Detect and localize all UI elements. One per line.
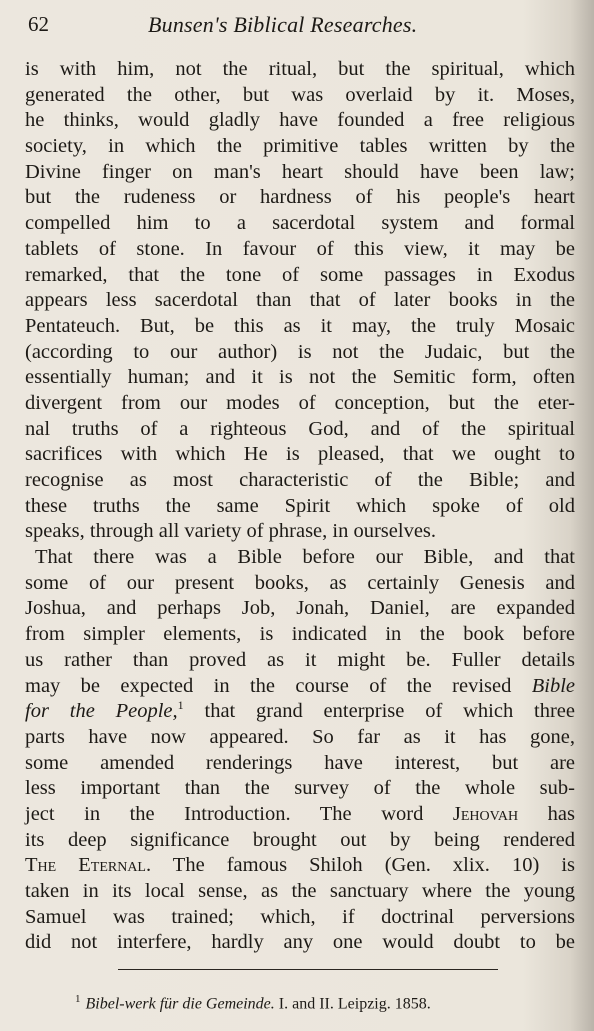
page-number: 62 [28,12,49,36]
text-run: nal truths of a righteous God, and of the spiritual [25,417,575,440]
text-run: these truths the same Spirit which spoke of old [25,494,575,517]
text-run: essentially human; and it is not the Semitic form, often [25,366,575,389]
text-line [25,905,575,931]
text-run: did not interfere, hardly any one would doubt to be [25,931,575,954]
text-line [25,160,575,186]
text-run: tablets of stone. In favour of this view, it may be [25,237,575,260]
text-line [25,622,575,648]
text-line [25,263,575,289]
italic-text: for the People, [25,700,178,723]
text-run: recognise as most characteristic of the Bible; and [25,469,575,491]
text-run: is with him, not the ritual, but the spiritual, which [25,58,575,80]
text-line [25,519,575,545]
text-run: speaks, through all variety of phrase, in ourselves. [25,520,437,543]
text-run: generated the other, but was overlaid by it. Moses, [25,83,575,106]
text-run: Divine finger on man's heart should have been law; [25,160,575,183]
text-run: less important than the survey of the whole sub- [25,777,575,800]
text-line [25,725,575,751]
text-run: its deep significance brought out by being rendered [25,828,575,851]
footnote-reference: 1 [177,698,184,713]
text-line [25,314,575,340]
text-run: The famous Shiloh (Gen. xlix. 10) is [151,854,576,877]
footnote-title: Bibel-werk für die Gemeinde. [85,995,275,1013]
page-header [28,12,558,42]
text-line [25,828,575,854]
text-run: Pentateuch. But, be this as it may, the truly Mosaic [25,314,575,337]
text-line [25,340,575,366]
text-run: from simpler elements, is indicated in the book before [25,623,575,646]
text-line [25,237,575,263]
footnote [75,993,431,1013]
text-line [25,648,575,674]
text-line [25,417,575,443]
text-run: sacrifices with which He is pleased, that we ought to [25,443,575,466]
footnote-rule [118,969,498,970]
text-run: Joshua, and perhaps Job, Jonah, Daniel, are expanded [25,597,575,620]
text-line [25,853,575,879]
footnote-marker: 1 [75,993,81,1005]
text-line [25,596,575,622]
text-run: ject in the Introduction. The word [25,802,453,825]
text-run: That there was a Bible before our Bible, and that [35,546,575,569]
text-line [25,468,575,494]
text-run: that grand enterprise of which three [183,700,575,723]
text-line [25,134,575,160]
text-line [25,930,575,956]
text-line [25,442,575,468]
text-line [25,879,575,905]
text-run: society, in which the primitive tables written by the [25,135,575,158]
text-line [25,57,575,83]
text-line [25,365,575,391]
text-run: taken in its local sense, as the sanctuary where the young [25,880,575,902]
text-line [25,776,575,802]
text-run: (according to our author) is not the Judaic, but the [25,340,575,363]
text-run: remarked, that the tone of some passages in Exodus [25,263,575,286]
small-caps-text: The Eternal. [25,854,152,877]
text-run: compelled him to a sacerdotal system and formal [25,212,575,235]
text-run: may be expected in the course of the revised [25,674,532,697]
text-line [25,699,575,725]
text-run: but the rudeness or hardness of his people's heart [25,186,575,209]
text-line [25,674,575,700]
text-run: some amended renderings have interest, but are [25,751,575,774]
footnote-text: I. and II. Leipzig. 1858. [274,995,431,1013]
text-line [25,108,575,134]
text-line [25,391,575,417]
text-line [25,185,575,211]
text-run: parts have now appeared. So far as it has gone, [25,725,575,748]
text-run: divergent from our modes of conception, but the eter- [25,391,575,414]
text-run: us rather than proved as it might be. Fuller details [25,648,575,671]
text-run: appears less sacerdotal than that of later books in the [25,289,575,312]
italic-text: Bible [531,674,575,697]
text-run: has [518,802,575,825]
body-text [25,57,575,956]
text-line [25,494,575,520]
text-line [25,211,575,237]
text-run: some of our present books, as certainly Genesis and [25,571,575,594]
text-line [25,571,575,597]
text-line [25,802,575,828]
text-run: Samuel was trained; which, if doctrinal perversions [25,905,575,928]
text-run: he thinks, would gladly have founded a free religious [25,109,575,132]
text-line [25,288,575,314]
running-head: Bunsen's Biblical Researches. [148,12,418,37]
text-line [25,751,575,777]
small-caps-text: Jehovah [452,802,519,825]
text-line [25,83,575,109]
text-line [25,545,575,571]
